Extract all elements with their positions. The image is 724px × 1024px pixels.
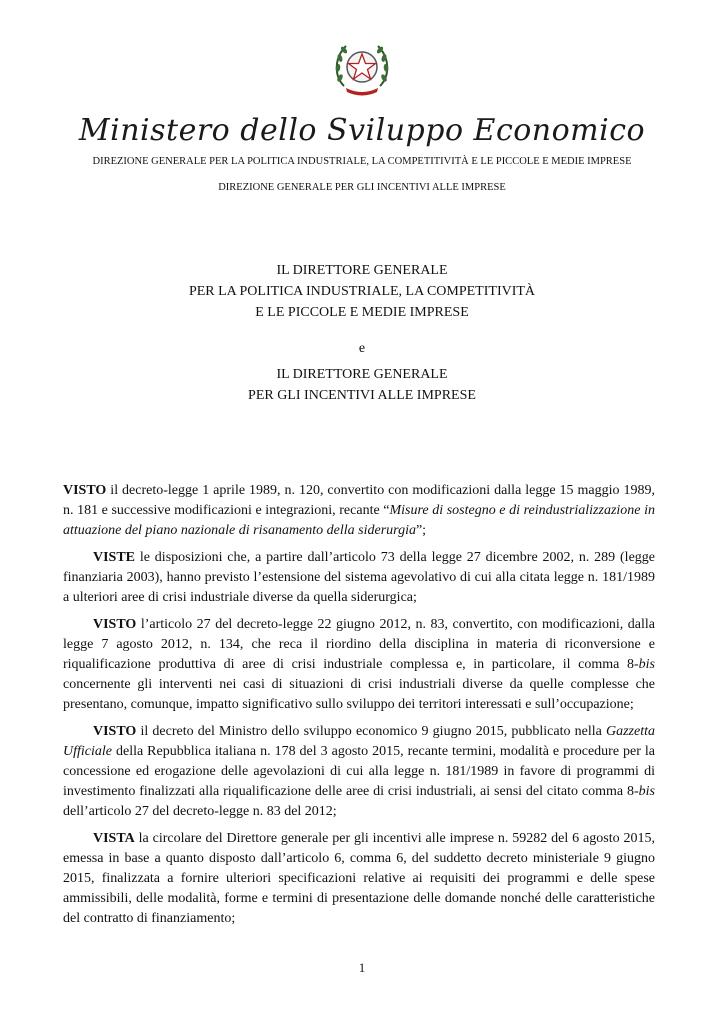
recital-paragraph bbox=[63, 829, 655, 929]
recital-paragraph bbox=[63, 548, 655, 608]
recital-paragraph bbox=[63, 481, 655, 541]
recital-italic-text: Misure di sostegno e di reindustrializzazione in attuazione del piano nazionale di risanamento della siderurgia bbox=[63, 503, 655, 538]
title-line-1: IL DIRETTORE GENERALE bbox=[276, 263, 448, 278]
recital-lead: VISTO bbox=[93, 617, 137, 632]
directorate-industrial-policy: DIREZIONE GENERALE PER LA POLITICA INDUSTRIALE, LA COMPETITIVITÀ E LE PICCOLE E MEDIE IMPRESE bbox=[92, 156, 632, 167]
recital-text: concernente gli interventi nei casi di situazioni di crisi industriali diverse da quelle complesse che presentano, comunque, impatto significativo sullo sviluppo dei territori interessati e sull’occupazione; bbox=[63, 677, 655, 712]
recital-text: le disposizioni che, a partire dall’articolo 73 della legge 27 dicembre 2002, n. 289 (legge finanziaria 2003), hanno previsto l’estensione del sistema agevolativo di cui alla citata legge n. 181/1989 a ulteriori aree di crisi industriale diverse da quella siderurgica; bbox=[63, 550, 655, 605]
ministry-name: Ministero dello Sviluppo Economico bbox=[78, 113, 646, 148]
title-block-second-director bbox=[0, 364, 724, 406]
recital-lead: VISTE bbox=[93, 550, 136, 565]
recital-text: ”; bbox=[415, 523, 427, 538]
page-number: 1 bbox=[358, 960, 366, 975]
recital-text: il decreto-legge 1 aprile 1989, n. 120, convertito con modificazioni dalla legge 15 maggio 1989, n. 181 e successive modificazioni e integrazioni, recante “ bbox=[63, 483, 655, 518]
directorate-incentives: DIREZIONE GENERALE PER GLI INCENTIVI ALLE IMPRESE bbox=[218, 182, 506, 193]
recital-text: la circolare del Direttore generale per gli incentivi alle imprese n. 59282 del 6 agosto 2015, emessa in base a quanto disposto dall’articolo 6, comma 6, del suddetto decreto ministeriale 9 giugno 2015, finalizzata a fornire ulteriori specificazioni relative ai requisiti dei programmi e delle spese ammissibili, delle modalità, forme e termini di presentazione delle domande nonché delle caratteristiche del contratto di finanziamento; bbox=[63, 831, 655, 926]
title-line-4: IL DIRETTORE GENERALE bbox=[276, 367, 448, 382]
title-conjunction: e bbox=[358, 341, 366, 356]
title-line-2: PER LA POLITICA INDUSTRIALE, LA COMPETITIVITÀ bbox=[188, 284, 536, 299]
title-line-5: PER GLI INCENTIVI ALLE IMPRESE bbox=[248, 388, 476, 403]
recital-lead: VISTA bbox=[93, 831, 135, 846]
recital-lead: VISTO bbox=[93, 724, 137, 739]
recital-text: dell’articolo 27 del decreto-legge n. 83 del 2012; bbox=[63, 804, 337, 819]
recital-italic-text: Gazzetta Ufficiale bbox=[63, 724, 655, 759]
recital-text: il decreto del Ministro dello sviluppo economico 9 giugno 2015, pubblicato nella bbox=[136, 724, 606, 739]
title-block-first-director bbox=[0, 260, 724, 323]
recital-lead: VISTO bbox=[63, 483, 107, 498]
recital-italic-text: bis bbox=[638, 657, 655, 672]
recitals-body bbox=[63, 481, 655, 936]
title-line-3: E LE PICCOLE E MEDIE IMPRESE bbox=[255, 305, 469, 320]
recital-italic-text: bis bbox=[638, 784, 655, 799]
republic-emblem-icon bbox=[332, 38, 392, 100]
recital-paragraph bbox=[63, 722, 655, 822]
recital-text: l’articolo 27 del decreto-legge 22 giugno 2012, n. 83, convertito, con modificazioni, dalla legge 7 agosto 2012, n. 134, che reca il riordino della disciplina in materia di riconversione e riqualificazione produttiva di aree di crisi industriale complessa e, in particolare, il comma 8- bbox=[63, 617, 655, 672]
recital-text: della Repubblica italiana n. 178 del 3 agosto 2015, recante termini, modalità e procedure per la concessione ed erogazione delle agevolazioni di cui alla legge n. 181/1989 in favore di programmi di investimento finalizzati alla riqualificazione delle aree di crisi industriali, ai sensi del citato comma 8- bbox=[63, 744, 655, 799]
recital-paragraph bbox=[63, 615, 655, 715]
